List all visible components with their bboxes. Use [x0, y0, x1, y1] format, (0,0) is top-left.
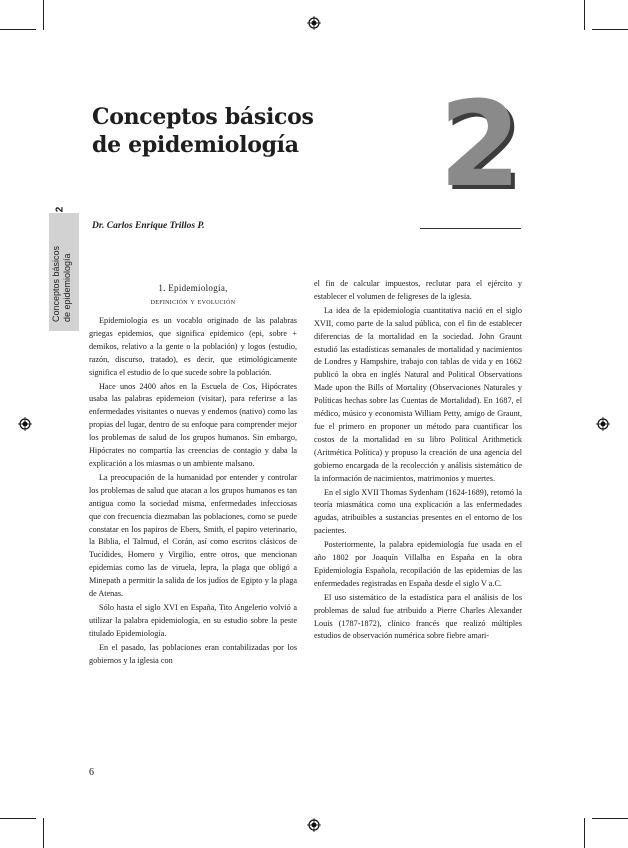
paragraph: En el pasado, las poblaciones eran contabilizadas por los gobiernos y la iglesia con [89, 642, 297, 665]
crop-mark [43, 818, 44, 848]
text-column-left [89, 282, 297, 667]
page-number: 6 [89, 767, 94, 778]
paragraph: Epidemiología es un vocablo originado de las palabras griegas epidemios, que significa epidemico (epi, sobre + demikos, relativo a la gente o la población) y logos (estudio, razón, discurso, tratado), es decir, que etimológicamente significa el estudio de lo que sucede sobre la población. [89, 316, 297, 377]
section-heading-line: 1. Epidemiología, [158, 283, 228, 293]
chapter-number: 2 [439, 75, 522, 213]
section-heading-line: definición y evolución [150, 296, 236, 306]
crop-mark [584, 0, 585, 30]
side-chapter-label [51, 246, 73, 322]
crop-mark [592, 818, 628, 819]
side-label-line: de epidemiología [62, 253, 72, 322]
registration-mark-icon [596, 417, 610, 431]
paragraph: En el siglo XVII Thomas Sydenham (1624-1689), retomó la teoría miasmática como una explicación a las enfermedades agudas, atribuibles a sustancias presentes en el entorno de los pacientes. [314, 487, 522, 536]
chapter-title-line: Conceptos básicos [92, 104, 314, 130]
paragraph: el fin de calcular impuestos, reclutar para el ejército y establecer el volumen de feligreses de la iglesia. [314, 279, 522, 301]
chapter-title [92, 103, 314, 159]
section-heading [89, 282, 297, 308]
crop-mark [0, 29, 36, 30]
text-column-right [314, 278, 522, 643]
paragraph: Posteriormente, la palabra epidemiología fue usada en el año 1802 por Joaquín Villalba en España en la obra Epidemiología Española, recopilación de las epidemias de las enfermedades registradas en España desde el siglo V a.C. [314, 540, 522, 588]
side-chapter-number: 2 [54, 206, 66, 213]
registration-mark-icon [307, 818, 321, 832]
paragraph: El uso sistemático de la estadística para el análisis de los problemas de salud fue atribuido a Pierre Charles Alexander Louis (1787-1872), clínico francés que realizó múltiples estudios de observación numérica sobre fiebre amari- [314, 592, 522, 641]
crop-mark [592, 29, 628, 30]
paragraph: La idea de la epidemiología cuantitativa nació en el siglo XVII, como parte de la salud pública, con el fin de establecer diferencias de la mortalidad en la sociedad. John Graunt estudió las estadísticas semanales de mortalidad y nacimientos de Londres y Hampshire, trabajo con tablas de vida y en 1662 publicó la obra en inglés Natural and Political Observations Made upon the Bills of Mortality (Observaciones Naturales y Políticas hechas sobre las Cuentas de Mortalidad). En 1687, el médico, músico y economista William Petty, amigo de Graunt, fue el primero en proponer un método para cuantificar los costos de la mortalidad en su libro Political Arithmetick (Aritmética Política) y propuso la creación de una agencia del gobierno encargada de la recolección y análisis sistemático de la información de nacimientos, matrimonios y muertes. [314, 305, 522, 483]
registration-mark-icon [307, 16, 321, 30]
side-label-line: Conceptos básicos [51, 245, 61, 322]
crop-mark [584, 818, 585, 848]
paragraph: Hace unos 2400 años en la Escuela de Cos, Hipócrates usaba las palabras epidemeion (visitar), para referirse a las enfermedades visitantes o nuevas y endemos (nativo) como las propias del lugar, dentro de su enfoque para comprender mejor los problemas de salud de los grupos humanos. Sin embargo, Hipócrates no compartía las creencias de contagio y daba la explicación a los miasmas o un ambiente malsano. [89, 381, 297, 468]
registration-mark-icon [18, 417, 32, 431]
paragraph: La preocupación de la humanidad por entender y controlar los problemas de salud que atacan a los grupos humanos es tan antigua como la sociedad misma, enfermedades infecciosas que con frecuencia diezmaban las poblaciones, como se puede constatar en los papiros de Ebers, Smith, el papiro veterinario, la Biblia, el Talmud, el Corán, así como escritos clásicos de Tucídides, Homero y Virgilio, entre otros, que mencionan epidemias como las de viruela, lepra, la plaga que obligó a Minepath a permitir la salida de los judíos de Egipto y la plaga de Atenas. [89, 472, 297, 599]
chapter-title-line: de epidemiología [92, 132, 299, 158]
chapter-rule [420, 228, 521, 229]
crop-mark [0, 818, 36, 819]
paragraph: Sólo hasta el siglo XVI en España, Tito Angelerio volvió a utilizar la palabra epidemiología, en su estudio sobre la peste titulado Epidemiología. [89, 602, 297, 638]
crop-mark [43, 0, 44, 30]
author-name: Dr. Carlos Enrique Trillos P. [92, 221, 205, 231]
